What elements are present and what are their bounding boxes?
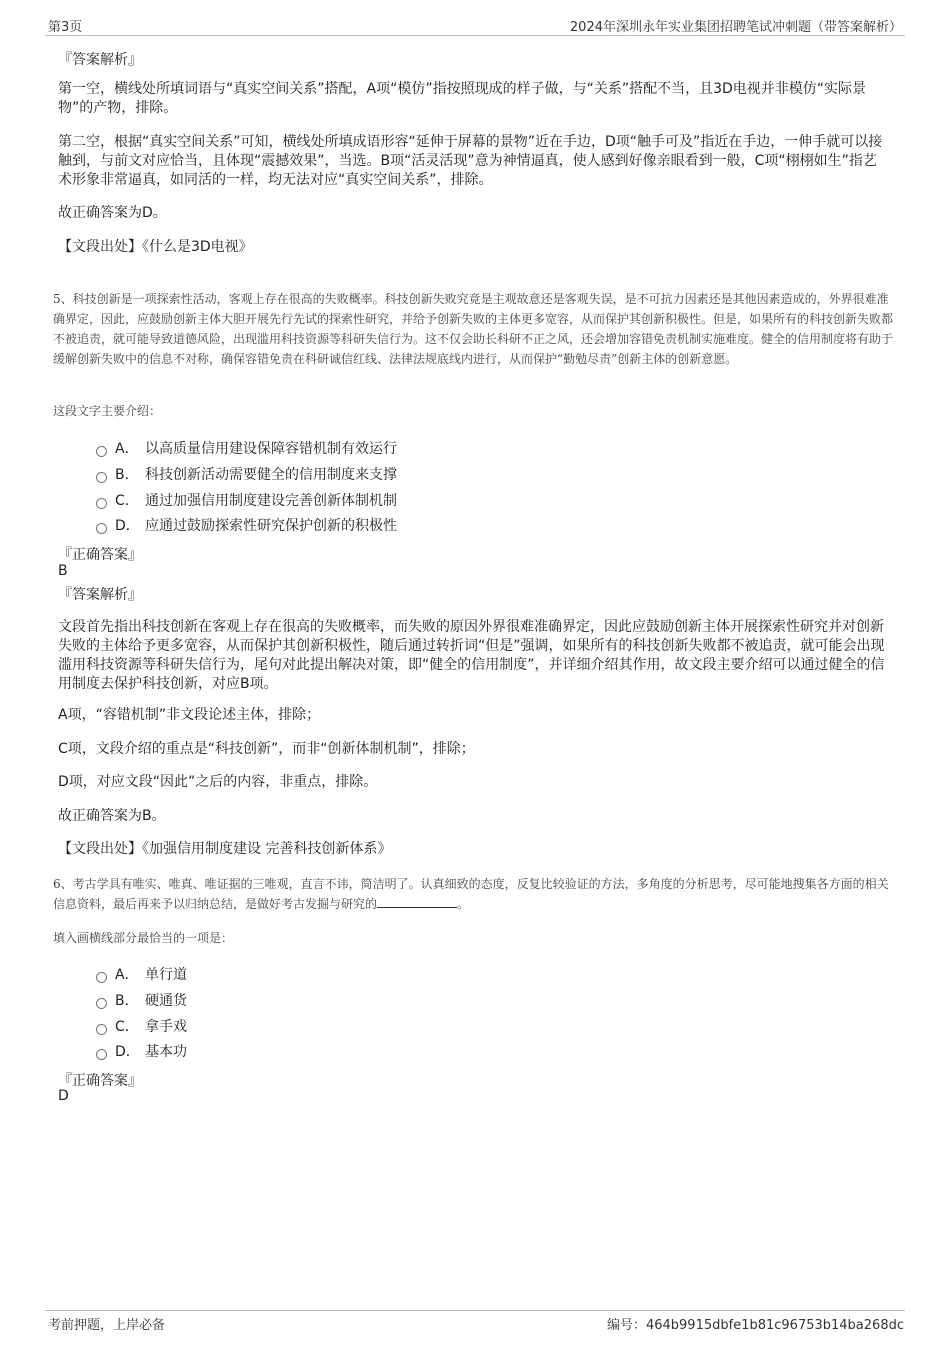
option-letter: B．: [115, 467, 139, 483]
option-letter: A．: [115, 441, 139, 457]
option-text: 通过加强信用制度建设完善创新体制机制: [145, 493, 397, 509]
option-letter: D．: [115, 518, 140, 534]
q6-option-b[interactable]: [96, 990, 187, 1010]
fill-blank: [377, 895, 457, 908]
q6-answer-label: 『正确答案』: [58, 1073, 142, 1089]
q6-option-a[interactable]: [96, 964, 187, 984]
q6-prompt: 填入画横线部分最恰当的一项是：: [53, 931, 234, 945]
radio-icon[interactable]: [96, 1024, 107, 1035]
q6-option-c[interactable]: [96, 1016, 187, 1036]
q5-source: 【文段出处】《加强信用制度建设 完善科技创新体系》: [58, 841, 392, 857]
document-title: 2024年深圳永年实业集团招聘笔试冲刺题（带答案解析）: [569, 20, 902, 35]
q4-analysis-label: 『答案解析』: [58, 52, 142, 68]
q5-option-c[interactable]: [96, 490, 397, 510]
option-text: 以高质量信用建设保障容错机制有效运行: [145, 441, 397, 457]
q4-source: 【文段出处】《什么是3D电视》: [58, 239, 253, 255]
option-text: 硬通货: [145, 993, 187, 1009]
option-letter: C．: [115, 493, 139, 509]
q4-analysis-p1: 第一空，横线处所填词语与“真实空间关系”搭配，A项“模仿”指按照现成的样子做，与“关系”搭配不当，且3D电视并非模仿“实际景物”的产物，排除。: [58, 81, 867, 116]
q6-stem: [53, 874, 898, 914]
q6-stem-text: 6、考古学具有唯实、唯真、唯证据的三唯观，直言不讳，简洁明了。认真细致的态度，反复比较验证的方法，多角度的分析思考，尽可能地搜集各方面的相关信息资料，最后再来予以归纳总结，是做好考古发掘与研究的: [53, 877, 889, 911]
radio-icon[interactable]: [96, 1049, 107, 1060]
q6-stem-end: 。: [457, 897, 470, 911]
option-letter: D．: [115, 1044, 140, 1060]
q5-option-d[interactable]: [96, 515, 397, 535]
document-id: 编号：464b9915dbfe1b81c96753b14ba268dc: [606, 1318, 904, 1333]
q5-analysis-d: D项，对应文段“因此”之后的内容，非重点，排除。: [58, 774, 378, 790]
q5-analysis-p1: 文段首先指出科技创新在客观上存在很高的失败概率，而失败的原因外界很难准确界定，因此应鼓励创新主体开展探索性研究并对创新失败的主体给予更多宽容，从而保护其创新积极性，随后通过转折词“但是”强调，如果所有的科技创新失败都不被追责，就可能会出现滥用科技资源等科研失信行为，尾句对此提出解决对策，即“健全的信用制度”，并详细介绍其作用，故文段主要介绍可以通过健全的信用制度去保护科技创新，对应B项。: [58, 619, 885, 692]
q4-analysis-p2: 第二空，根据“真实空间关系”可知，横线处所填成语形容“延伸于屏幕的景物”近在手边，D项“触手可及”指近在手边，一伸手就可以接触到，与前文对应恰当，且体现“震撼效果”，当选。B项“活灵活现”意为神情逼真，使人感到好像亲眼看到一般，C项“栩栩如生”指艺术形象非常逼真，如同活的一样，均无法对应“真实空间关系”，排除。: [58, 134, 883, 188]
q5-conclusion: 故正确答案为B。: [58, 808, 166, 824]
radio-icon[interactable]: [96, 972, 107, 983]
q5-stem: 5、科技创新是一项探索性活动，客观上存在很高的失败概率。科技创新失败究竟是主观故意还是客观失误，是不可抗力因素还是其他因素造成的，外界很难准确界定，因此，应鼓励创新主体大胆开展先行先试的探索性研究，并给予创新失败的主体更多宽容，从而保护其创新积极性。但是，如果所有的科技创新失败都不被追责，就可能导致道德风险，出现滥用科技资源等科研失信行为。这不仅会助长科研不正之风，还会增加容错免责机制实施难度。健全的信用制度将有助于缓解创新失败中的信息不对称，确保容错免责在科研诚信红线、法律法规底线内进行，从而保护“勤勉尽责”创新主体的创新意愿。: [53, 292, 894, 366]
radio-icon[interactable]: [96, 998, 107, 1009]
radio-icon[interactable]: [96, 523, 107, 534]
q5-option-b[interactable]: [96, 464, 397, 484]
option-letter: A．: [115, 967, 139, 983]
footer-rule: [45, 1310, 905, 1311]
radio-icon[interactable]: [96, 498, 107, 509]
option-text: 拿手戏: [145, 1019, 187, 1035]
q5-prompt: 这段文字主要介绍：: [53, 404, 162, 418]
option-text: 应通过鼓励探索性研究保护创新的积极性: [145, 518, 397, 534]
q4-conclusion: 故正确答案为D。: [58, 205, 167, 221]
q6-option-d[interactable]: [96, 1041, 187, 1061]
option-letter: C．: [115, 1019, 139, 1035]
page-number: 第3页: [48, 20, 83, 35]
q5-analysis-label: 『答案解析』: [58, 587, 142, 603]
option-text: 科技创新活动需要健全的信用制度来支撑: [145, 467, 397, 483]
q5-answer-label: 『正确答案』: [58, 547, 142, 563]
option-text: 单行道: [145, 967, 187, 983]
header-rule: [45, 35, 905, 36]
q5-analysis-c: C项，文段介绍的重点是“科技创新”，而非“创新体制机制”，排除；: [58, 741, 475, 757]
option-text: 基本功: [145, 1044, 187, 1060]
footer-slogan: 考前押题，上岸必备: [48, 1318, 166, 1333]
radio-icon[interactable]: [96, 472, 107, 483]
q5-analysis-a: A项，“容错机制”非文段论述主体，排除；: [58, 707, 321, 723]
q6-answer: D: [58, 1088, 69, 1104]
radio-icon[interactable]: [96, 446, 107, 457]
q5-option-a[interactable]: [96, 438, 397, 458]
q5-answer: B: [58, 563, 68, 579]
option-letter: B．: [115, 993, 139, 1009]
